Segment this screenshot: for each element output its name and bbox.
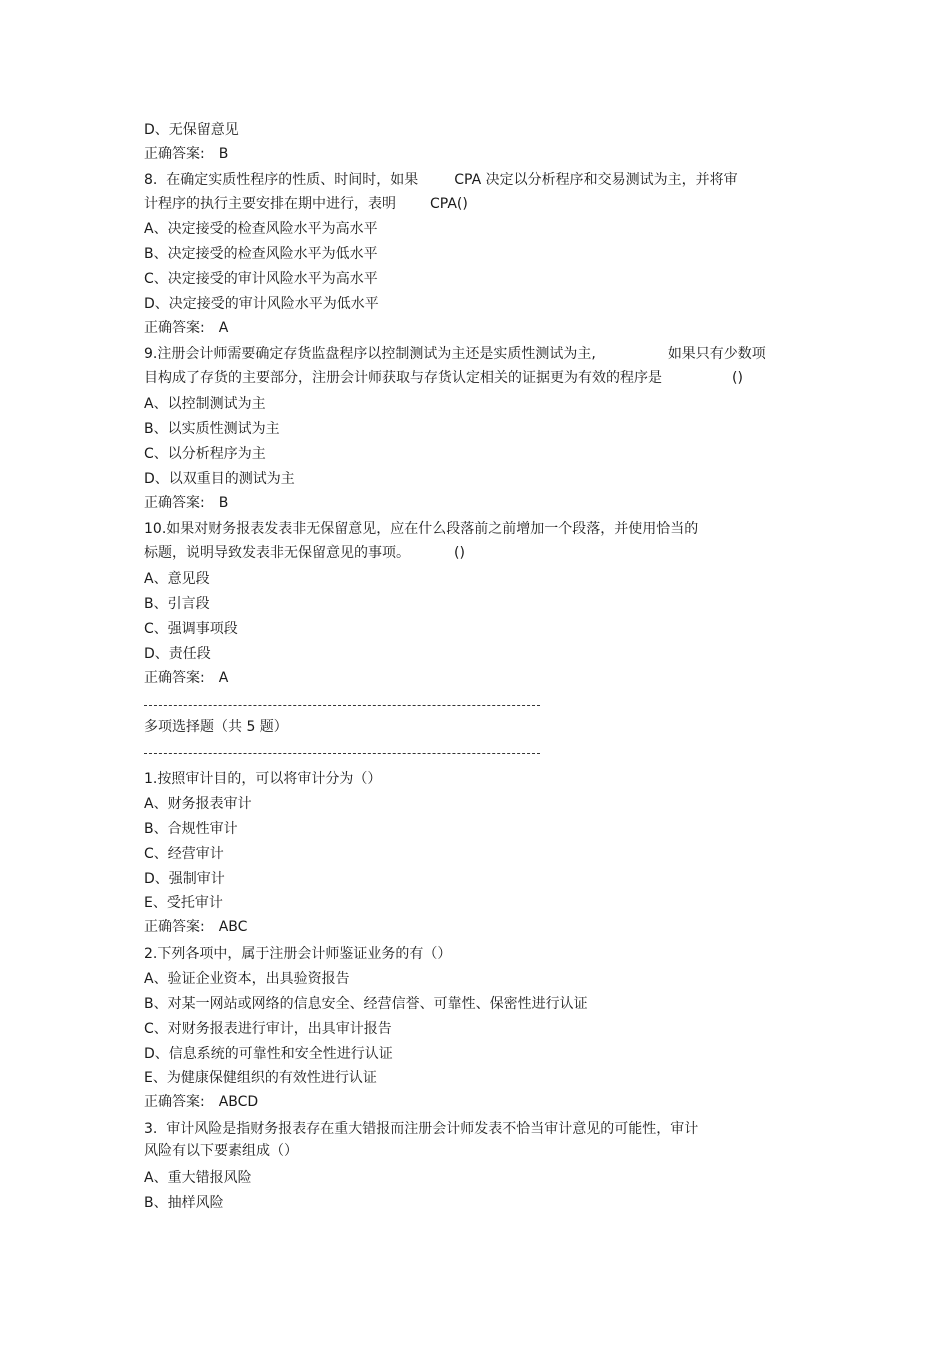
answer-value: ABCD [218,1094,259,1110]
question-text: () [732,370,743,386]
question-text: CPA 决定以分析程序和交易测试为主，并将审 [454,172,738,188]
question-text: 计程序的执行主要安排在期中进行，表明 [144,196,396,212]
option-line: A、决定接受的检查风险水平为高水平 [144,221,378,237]
option-line: A、以控制测试为主 [144,396,266,412]
answer-line [144,669,228,687]
divider [144,705,540,706]
answer-value: B [218,146,229,162]
answer-label: 正确答案: [144,670,205,686]
divider [144,753,540,754]
question-line: 1.按照审计目的，可以将审计分为（） [144,771,382,787]
option-line: D、无保留意见 [144,122,239,138]
answer-value: ABC [218,919,248,935]
option-line: D、以双重目的测试为主 [144,471,295,487]
option-line: C、以分析程序为主 [144,446,266,462]
option-line: B、引言段 [144,596,210,612]
question-text: () [454,545,465,561]
option-line: D、决定接受的审计风险水平为低水平 [144,296,379,312]
question-text: 8. 在确定实质性程序的性质、时间时，如果 [144,172,419,188]
option-line: A、财务报表审计 [144,796,252,812]
option-line: C、决定接受的审计风险水平为高水平 [144,271,378,287]
option-line: D、信息系统的可靠性和安全性进行认证 [144,1046,393,1062]
option-line: B、对某一网站或网络的信息安全、经营信誉、可靠性、保密性进行认证 [144,996,588,1012]
option-line: B、合规性审计 [144,821,238,837]
answer-label: 正确答案: [144,146,205,162]
option-line: C、强调事项段 [144,621,238,637]
answer-label: 正确答案: [144,1094,205,1110]
answer-label: 正确答案: [144,919,205,935]
question-line [144,369,743,387]
question-text: 标题，说明导致发表非无保留意见的事项。 [144,545,410,561]
answer-value: A [218,670,229,686]
option-line: B、以实质性测试为主 [144,421,280,437]
answer-line [144,1093,258,1111]
question-line: 风险有以下要素组成（） [144,1143,298,1159]
answer-label: 正确答案: [144,320,205,336]
option-line: B、抽样风险 [144,1195,224,1211]
option-line: C、对财务报表进行审计，出具审计报告 [144,1021,392,1037]
question-text: CPA() [430,196,468,212]
answer-line [144,494,228,512]
option-line: A、重大错报风险 [144,1170,252,1186]
question-text: 目构成了存货的主要部分，注册会计师获取与存货认定相关的证据更为有效的程序是 [144,370,662,386]
answer-label: 正确答案: [144,495,205,511]
answer-line [144,145,228,163]
option-line: E、为健康保健组织的有效性进行认证 [144,1070,377,1086]
answer-line [144,319,228,337]
question-text: 如果只有少数项 [667,346,766,362]
question-line [144,345,766,363]
section-heading: 多项选择题（共 5 题） [144,719,288,735]
question-line [144,544,465,562]
answer-value: B [218,495,229,511]
option-line: D、责任段 [144,646,211,662]
question-line [144,195,468,213]
question-line: 10.如果对财务报表发表非无保留意见，应在什么段落前之前增加一个段落，并使用恰当的 [144,521,699,537]
option-line: D、强制审计 [144,871,225,887]
question-line: 2.下列各项中，属于注册会计师鉴证业务的有（） [144,946,452,962]
question-text: 9.注册会计师需要确定存货监盘程序以控制测试为主还是实质性测试为主, [144,346,596,362]
option-line: C、经营审计 [144,846,224,862]
answer-line [144,918,247,936]
option-line: A、验证企业资本，出具验资报告 [144,971,350,987]
option-line: E、受托审计 [144,895,223,911]
question-line [144,171,738,189]
answer-value: A [218,320,229,336]
question-line: 3. 审计风险是指财务报表存在重大错报而注册会计师发表不恰当审计意见的可能性，审计 [144,1121,699,1137]
option-line: B、决定接受的检查风险水平为低水平 [144,246,378,262]
option-line: A、意见段 [144,571,210,587]
